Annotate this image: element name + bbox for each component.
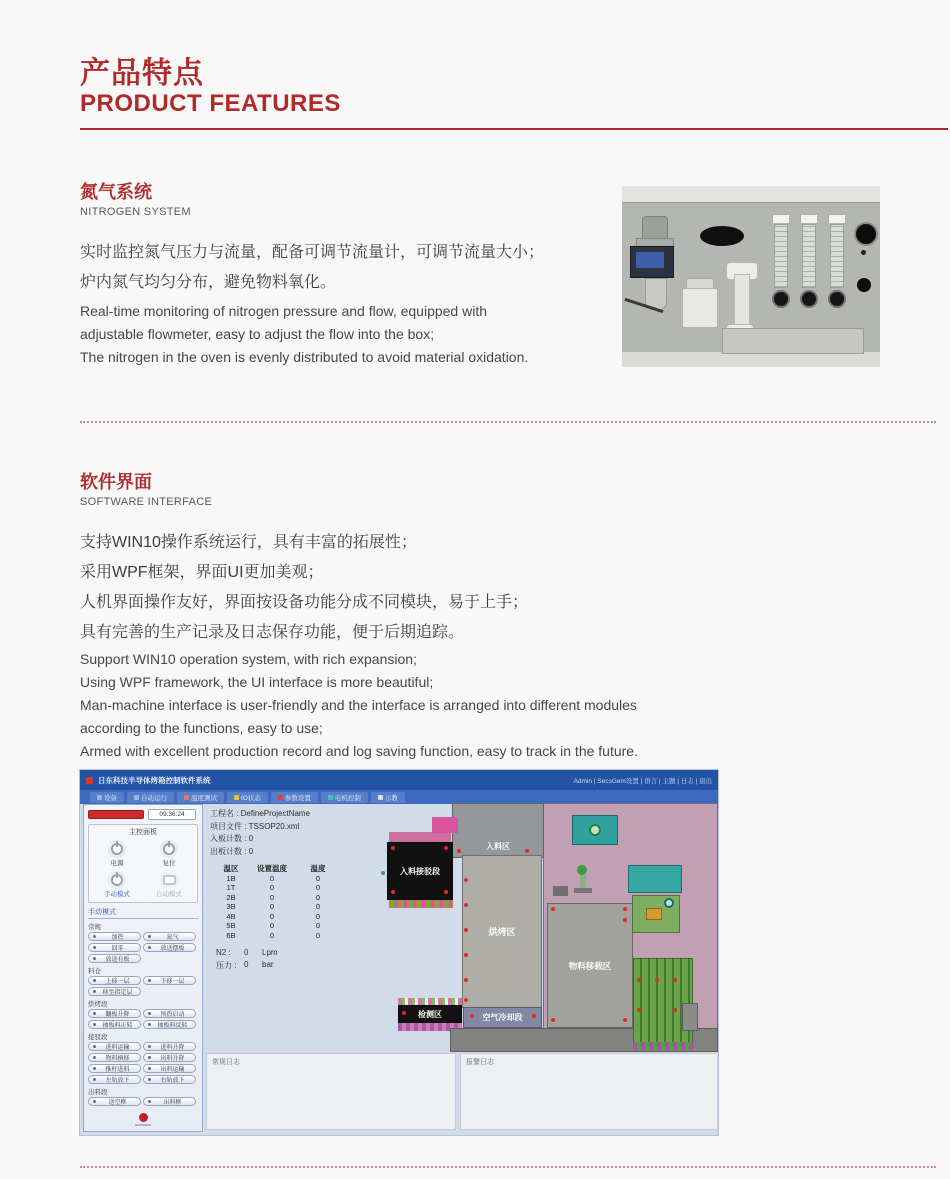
- temp-test-icon: [184, 795, 189, 800]
- power-icon: [163, 843, 175, 855]
- move-to-layer-button: [88, 987, 141, 996]
- move-up-button: [88, 976, 141, 985]
- status-dot: [402, 1011, 406, 1015]
- valve-base: [574, 888, 592, 893]
- status-dot: [637, 978, 641, 982]
- material-shift-button: [88, 1053, 141, 1062]
- right-module: [628, 865, 682, 893]
- power-button: [91, 839, 143, 867]
- table-cell: 0: [269, 930, 275, 940]
- tab-label: 示教: [384, 794, 398, 802]
- status-dot: [464, 878, 468, 882]
- pill-label: 抽板料正转: [102, 1023, 133, 1029]
- pill-label: 进料运输: [105, 1045, 130, 1051]
- pill-label: 抽板料反转: [157, 1023, 188, 1029]
- device-icon: [97, 795, 102, 800]
- group-buttons: [88, 1042, 198, 1084]
- transfer-area: [547, 903, 633, 1028]
- dock-magenta-block: [432, 817, 458, 833]
- tab-motor-control: [321, 792, 368, 803]
- n2-unit: Lpm: [262, 948, 278, 957]
- reset-label: 复位: [162, 860, 176, 867]
- transfer-area-label: 物料移载区: [568, 960, 612, 971]
- table-cell: 0: [269, 892, 275, 902]
- status-dot: [464, 998, 468, 1002]
- main-control-box: [88, 824, 198, 903]
- status-dot: [623, 907, 627, 911]
- status-dot: [470, 1014, 474, 1018]
- text-line: The nitrogen in the oven is evenly distributed to avoid material oxidation.: [80, 349, 529, 365]
- text-line: 具有完善的生产记录及日志保存功能，便于后期追踪。: [80, 624, 465, 641]
- group-label: 接驳段: [88, 1034, 108, 1041]
- cooling-label: 空气冷却段: [482, 1013, 523, 1022]
- status-dot: [623, 1018, 627, 1022]
- pill-label: 左轨放下: [105, 1078, 130, 1084]
- pill-label: 上移一层: [105, 979, 130, 985]
- pill-label: 物料横移: [105, 1056, 130, 1062]
- button-group: [88, 1032, 198, 1084]
- control-panel: [83, 804, 203, 1132]
- status-dot: [623, 918, 627, 922]
- pill-label: 预热启动: [160, 1012, 185, 1018]
- app-titlebar: [80, 770, 718, 790]
- flowmeter-knob: [800, 290, 818, 308]
- pill-label: 放送摆板: [160, 946, 185, 952]
- track-end-strip: [633, 1042, 693, 1050]
- text-line: Man-machine interface is user-friendly and the interface is arranged into different modules: [80, 697, 637, 713]
- valve-head: [577, 865, 587, 875]
- flowmeter-knob: [828, 290, 846, 308]
- status-dot: [673, 978, 677, 982]
- machinery-ring: [664, 898, 674, 908]
- status-dot: [464, 978, 468, 982]
- send-swing-board-button: [143, 943, 196, 952]
- detect-area-label: 检测区: [418, 1009, 442, 1019]
- outfeed-lift-button: [143, 1053, 196, 1062]
- flowmeter-tube: [802, 224, 816, 288]
- column-header: 温度: [310, 864, 326, 873]
- power-icon: [111, 874, 123, 886]
- module-ring: [589, 824, 601, 836]
- page-title-en: PRODUCT FEATURES: [80, 90, 341, 117]
- photo-top-rail: [622, 186, 880, 202]
- temperature-table: [216, 865, 338, 940]
- table-cell: 0: [269, 911, 275, 921]
- progress-bar: [88, 810, 144, 819]
- status-dot: [551, 1018, 555, 1022]
- group-label: 烘烤段: [88, 1001, 108, 1008]
- port-small: [857, 278, 871, 292]
- table-cell: 2B: [226, 892, 236, 902]
- auto-mode-button: [143, 870, 195, 898]
- tab-param-settings: [271, 792, 318, 803]
- pill-label: 加热: [111, 935, 124, 941]
- pill-label: 翻板升降: [105, 1012, 130, 1018]
- project-name: 工程名 : DefineProjectName: [210, 809, 311, 818]
- board-reverse-button: [143, 1020, 196, 1029]
- tab-auto-run: [127, 792, 174, 803]
- status-dot: [391, 846, 395, 850]
- nitrogen-paragraph-en: [80, 300, 528, 369]
- table-cell: 6B: [226, 930, 236, 940]
- tab-label: 参数设置: [284, 794, 311, 802]
- logo-icon: [139, 1113, 148, 1122]
- preheat-start-button: [143, 1009, 196, 1018]
- software-paragraph-en: [80, 648, 638, 763]
- inlet-area: [452, 803, 544, 858]
- alarm-log-label: 报警日志: [466, 1059, 494, 1066]
- manual-mode-button: [91, 870, 143, 898]
- text-line: 实时监控氮气压力与流量，配备可调节流量计，可调节流量大小；: [80, 244, 545, 261]
- tab-label: 自动运行: [141, 794, 167, 802]
- n2-value: 0: [244, 948, 249, 957]
- group-label: 料仓: [88, 968, 101, 975]
- infeed-lift-button: [143, 1042, 196, 1051]
- left-rail-down-button: [88, 1075, 141, 1084]
- pressure-value: 0: [244, 960, 249, 969]
- flowmeter-label: [800, 214, 818, 224]
- text-line: Armed with excellent production record and log saving function, easy to track in the future.: [80, 743, 638, 759]
- vendor-logo: [88, 1113, 198, 1126]
- column-header: 温区: [223, 864, 239, 873]
- pill-label: 送空框: [108, 1100, 127, 1106]
- right-rail-down-button: [143, 1075, 196, 1084]
- pressure-unit: bar: [262, 960, 274, 969]
- software-paragraph-zh: [80, 528, 528, 648]
- table-cell: 3B: [226, 902, 236, 911]
- status-dot: [532, 1014, 536, 1018]
- table-cell: 4B: [226, 911, 236, 921]
- tab-label: IO状态: [241, 794, 261, 802]
- vent-hole: [700, 226, 744, 246]
- pill-label: 放送有板: [105, 957, 130, 963]
- group-label: 出料段: [88, 1089, 108, 1096]
- outfeed-convey-button: [143, 1064, 196, 1073]
- param-settings-icon: [278, 795, 283, 800]
- status-row: [88, 809, 198, 820]
- group-buttons: [88, 1097, 198, 1106]
- status-dot: [464, 953, 468, 957]
- table-cell: 0: [269, 873, 275, 883]
- project-file: 项目文件 : TSSOP20.xml: [210, 821, 300, 831]
- board-forward-button: [88, 1020, 141, 1029]
- flowmeter-knob: [772, 290, 790, 308]
- pressure-regulator: [642, 216, 668, 240]
- io-status-icon: [234, 795, 239, 800]
- reset-button: [143, 839, 195, 867]
- pill-label: 推杆进料: [105, 1067, 130, 1073]
- filter-unit: [682, 288, 718, 328]
- text-line: 炉内氮气均匀分布，避免物料氧化。: [80, 274, 337, 291]
- project-info: [210, 808, 310, 858]
- text-line: 人机界面操作友好，界面按设备功能分成不同模块，易于上手；: [80, 594, 529, 611]
- nitrogen-heading-zh: 氮气系统: [80, 182, 152, 202]
- manual-mode-label: 手动模式: [104, 891, 130, 898]
- status-dot: [391, 890, 395, 894]
- pill-label: 出料框: [163, 1100, 182, 1106]
- logo-text: [135, 1124, 151, 1126]
- flip-lift-button: [88, 1009, 141, 1018]
- top-module: [572, 815, 618, 845]
- table-cell: 0: [269, 921, 275, 930]
- pill-label: 回零: [111, 946, 124, 952]
- flowmeter-label: [772, 214, 790, 224]
- tab-device: [90, 792, 124, 803]
- n2-label: N2 :: [216, 948, 231, 957]
- home-button: [88, 943, 141, 952]
- tab-teach: [371, 792, 405, 803]
- heat-button: [88, 932, 141, 941]
- text-line: Using WPF framework, the UI interface is more beautiful;: [80, 674, 434, 690]
- send-empty-frame-button: [88, 1097, 141, 1106]
- pressure-label: 压力 :: [216, 961, 237, 970]
- button-group: [88, 1087, 198, 1106]
- inlet-area-label: 入料区: [486, 842, 510, 851]
- power-button-grid: [91, 839, 195, 898]
- dotted-divider: [80, 421, 936, 423]
- group-buttons: [88, 932, 198, 963]
- move-down-button: [143, 976, 196, 985]
- valve-stem: [580, 875, 586, 889]
- gas-readouts: [216, 948, 292, 971]
- status-dot: [525, 849, 529, 853]
- flowmeter-label: [828, 214, 846, 224]
- flowmeter-tube: [774, 224, 788, 288]
- table-cell: 0: [315, 902, 321, 911]
- detect-area: [398, 1005, 462, 1023]
- bottom-tray: [722, 328, 864, 354]
- pill-label: 进料升降: [160, 1045, 185, 1051]
- titlebar-menu: Admin | SecsGem设置 | 语言 | 主题 | 日志 | 退出: [573, 777, 712, 785]
- text-line: 采用WPF框架，界面UI更加美观；: [80, 564, 324, 581]
- cooling-section: [463, 1007, 542, 1028]
- dock-conveyor-strip: [389, 900, 453, 908]
- status-dot: [444, 890, 448, 894]
- status-dot: [637, 1008, 641, 1012]
- pipe-vertical: [734, 274, 750, 328]
- group-label: 常规: [88, 924, 101, 931]
- page-title-zh: 产品特点: [80, 57, 204, 90]
- pill-label: 移至指定层: [102, 990, 133, 996]
- table-cell: 0: [315, 930, 321, 940]
- infeed-convey-button: [88, 1042, 141, 1051]
- nitrogen-heading-en: NITROGEN SYSTEM: [80, 206, 191, 218]
- main-control-title: 主控面板: [129, 829, 157, 836]
- app-tabbar: [80, 790, 718, 804]
- text-line: 支持WIN10操作系统运行，具有丰富的拓展性；: [80, 534, 417, 551]
- tab-label: 设备: [104, 794, 117, 802]
- status-dot: [551, 907, 555, 911]
- status-dot: [655, 978, 659, 982]
- table-cell: 0: [315, 873, 321, 883]
- outfeed-frame-button: [143, 1097, 196, 1106]
- monitor-icon: [163, 875, 176, 885]
- tab-label: 温度测试: [191, 794, 217, 802]
- tab-io-status: [227, 792, 268, 803]
- pill-label: 出料升降: [160, 1056, 185, 1062]
- detect-top-strip: [398, 998, 462, 1005]
- pill-label: 下移一层: [160, 979, 185, 985]
- table-cell: 0: [315, 883, 321, 892]
- pill-label: 氮气: [166, 935, 179, 941]
- text-line: adjustable flowmeter, easy to adjust the flow into the box;: [80, 326, 435, 342]
- dock-top-strip: [389, 832, 451, 842]
- alarm-log-panel: [460, 1053, 718, 1130]
- tab-temp-test: [177, 792, 224, 803]
- tab-label: 电机控制: [334, 794, 361, 802]
- nitrogen-photo: [622, 186, 880, 367]
- table-cell: 0: [315, 921, 321, 930]
- group-buttons: [88, 1009, 198, 1029]
- teach-icon: [378, 795, 383, 800]
- software-screenshot: [80, 770, 718, 1135]
- status-dot: [673, 1008, 677, 1012]
- nitrogen-paragraph-zh: [80, 238, 544, 298]
- power-label: 电源: [110, 860, 124, 867]
- button-group: [88, 999, 198, 1029]
- auto-mode-label: 自动模式: [156, 891, 182, 898]
- status-dot: [464, 903, 468, 907]
- status-dot-green: [381, 871, 385, 875]
- status-dot: [457, 849, 461, 853]
- port-dot: [861, 250, 866, 255]
- normal-log-label: 常规日志: [212, 1059, 240, 1066]
- sensor-chip: [553, 886, 568, 896]
- right-gray-box: [682, 1003, 698, 1031]
- in-board-count: 入板计数 : 0: [210, 834, 254, 843]
- text-line: according to the functions, easy to use;: [80, 720, 323, 736]
- out-board-count: 出板计数 : 0: [210, 846, 254, 856]
- bake-area: [462, 855, 542, 1008]
- table-cell: 1T: [226, 883, 236, 892]
- orange-unit: [646, 908, 662, 920]
- pill-label: 右轨放下: [160, 1078, 185, 1084]
- dotted-divider: [80, 1166, 936, 1168]
- status-dot: [444, 846, 448, 850]
- table-cell: 0: [269, 883, 275, 892]
- inlet-dock-label: 入料接驳段: [400, 866, 440, 876]
- app-icon: [86, 777, 93, 784]
- clock: 09:36:24: [148, 809, 196, 820]
- table-cell: 0: [269, 902, 275, 911]
- app-title: 日东科技半导体烤箱控制软件系统: [98, 775, 211, 785]
- bake-area-label: 烘烤区: [488, 927, 516, 937]
- table-cell: 1B: [226, 873, 236, 883]
- pill-label: 出料运输: [160, 1067, 185, 1073]
- motor-control-icon: [328, 795, 333, 800]
- display-screen: [636, 252, 664, 268]
- status-dot: [464, 928, 468, 932]
- software-heading-en: SOFTWARE INTERFACE: [80, 496, 213, 508]
- nitrogen-button: [143, 932, 196, 941]
- auto-run-icon: [134, 795, 139, 800]
- power-icon: [111, 843, 123, 855]
- group-buttons: [88, 976, 198, 996]
- manual-section-header: 手动模式: [88, 907, 198, 919]
- text-line: Real-time monitoring of nitrogen pressure and flow, equipped with: [80, 303, 488, 319]
- normal-log-panel: [206, 1053, 456, 1130]
- photo-bottom-rail: [622, 352, 880, 367]
- table-cell: 5B: [226, 921, 236, 930]
- send-loaded-board-button: [88, 954, 141, 963]
- button-group: [88, 922, 198, 963]
- pusher-feed-button: [88, 1064, 141, 1073]
- table-cell: 0: [315, 911, 321, 921]
- flowmeter-tube: [830, 224, 844, 288]
- header-rule: [80, 128, 948, 130]
- column-header: 设置温度: [257, 864, 287, 873]
- button-group: [88, 966, 198, 996]
- software-heading-zh: 软件界面: [80, 472, 152, 492]
- text-line: Support WIN10 operation system, with rich expansion;: [80, 651, 417, 667]
- table-cell: 0: [315, 892, 321, 902]
- port-large: [854, 222, 878, 246]
